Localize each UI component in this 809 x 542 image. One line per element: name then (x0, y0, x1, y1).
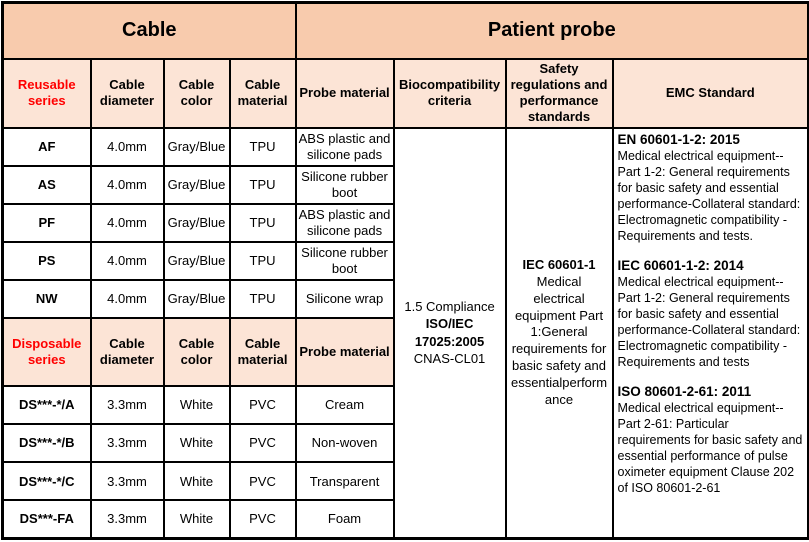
probe-material-cell: Foam (296, 500, 394, 538)
series-cell: AS (3, 166, 91, 204)
material-cell: PVC (230, 424, 296, 462)
diameter-cell: 3.3mm (91, 500, 164, 538)
reusable-header-row (3, 59, 809, 128)
col-header-cable-color: Cable color (164, 59, 230, 128)
biocompatibility-cell (394, 128, 506, 539)
material-cell: TPU (230, 204, 296, 242)
bio-line-4: CNAS-CL01 (413, 351, 486, 367)
col-header-emc-standard: EMC Standard (613, 59, 809, 128)
color-cell: Gray/Blue (164, 128, 230, 166)
material-cell: TPU (230, 280, 296, 318)
col-header-disposable-series: Disposable series (3, 318, 91, 386)
series-cell: PS (3, 242, 91, 280)
section-header-cable: Cable (3, 3, 296, 59)
col-header-cable-diameter: Cable diameter (91, 318, 164, 386)
safety-standards-cell (506, 128, 613, 539)
probe-material-cell: Cream (296, 386, 394, 424)
emc-block-title: ISO 80601-2-61: 2011 (617, 383, 752, 399)
series-cell: AF (3, 128, 91, 166)
series-cell: DS***-*/C (3, 462, 91, 500)
bio-line-3: 17025:2005 (414, 333, 485, 349)
col-header-cable-material: Cable material (230, 318, 296, 386)
color-cell: Gray/Blue (164, 166, 230, 204)
probe-material-cell: Transparent (296, 462, 394, 500)
col-header-reusable-series: Reusable series (3, 59, 91, 128)
diameter-cell: 4.0mm (91, 128, 164, 166)
material-cell: TPU (230, 242, 296, 280)
emc-block-body: Medical electrical equipment--Part 1-2: General requirements for basic safety and essential performance-Collateral standard: Electromagnetic compatibility - Requirements and tests (617, 274, 801, 369)
material-cell: PVC (230, 500, 296, 538)
probe-material-cell: Silicone rubber boot (296, 242, 394, 280)
probe-material-cell: Non-woven (296, 424, 394, 462)
diameter-cell: 4.0mm (91, 242, 164, 280)
series-cell: DS***-FA (3, 500, 91, 538)
series-cell: PF (3, 204, 91, 242)
color-cell: Gray/Blue (164, 204, 230, 242)
probe-cable-spec-table (1, 1, 809, 540)
probe-material-cell: ABS plastic and silicone pads (296, 128, 394, 166)
diameter-cell: 3.3mm (91, 462, 164, 500)
safety-body: Medical electrical equipment Part 1:General requirements for basic safety and essentialperformance (510, 273, 608, 407)
col-header-probe-material: Probe material (296, 59, 394, 128)
probe-material-cell: ABS plastic and silicone pads (296, 204, 394, 242)
color-cell: White (164, 424, 230, 462)
col-header-cable-color: Cable color (164, 318, 230, 386)
emc-block-title: IEC 60601-1-2: 2014 (617, 257, 744, 273)
material-cell: PVC (230, 462, 296, 500)
col-header-probe-material: Probe material (296, 318, 394, 386)
emc-block-title: EN 60601-1-2: 2015 (617, 131, 740, 147)
color-cell: White (164, 386, 230, 424)
emc-block-iec60601 (618, 258, 804, 370)
section-header-row (3, 3, 809, 59)
series-cell: NW (3, 280, 91, 318)
color-cell: White (164, 462, 230, 500)
diameter-cell: 4.0mm (91, 166, 164, 204)
diameter-cell: 4.0mm (91, 280, 164, 318)
col-header-safety-standards: Safety regulations and performance standards (506, 59, 613, 128)
diameter-cell: 3.3mm (91, 386, 164, 424)
safety-title: IEC 60601-1 (522, 256, 596, 272)
col-header-cable-material: Cable material (230, 59, 296, 128)
section-header-patient-probe: Patient probe (296, 3, 809, 59)
series-cell: DS***-*/A (3, 386, 91, 424)
emc-block-iso80601 (618, 384, 804, 496)
emc-standard-cell (613, 128, 809, 539)
probe-material-cell: Silicone rubber boot (296, 166, 394, 204)
color-cell: Gray/Blue (164, 280, 230, 318)
col-header-cable-diameter: Cable diameter (91, 59, 164, 128)
probe-material-cell: Silicone wrap (296, 280, 394, 318)
emc-block-en60601 (618, 132, 804, 244)
emc-block-body: Medical electrical equipment--Part 1-2: General requirements for basic safety and essential performance-Collateral standard: Electromagnetic compatibility - Requirements and tests. (617, 148, 801, 243)
series-cell: DS***-*/B (3, 424, 91, 462)
material-cell: TPU (230, 166, 296, 204)
bio-line-1: 1.5 Compliance (404, 298, 495, 314)
col-header-biocompatibility: Biocompatibility criteria (394, 59, 506, 128)
color-cell: Gray/Blue (164, 242, 230, 280)
material-cell: PVC (230, 386, 296, 424)
emc-block-body: Medical electrical equipment--Part 2-61: Particular requirements for basic safety and essential performance of pulse oximeter equipment Clause 202 of ISO 80601-2-61 (617, 400, 803, 495)
diameter-cell: 4.0mm (91, 204, 164, 242)
material-cell: TPU (230, 128, 296, 166)
color-cell: White (164, 500, 230, 538)
bio-line-2: ISO/IEC (425, 316, 474, 332)
diameter-cell: 3.3mm (91, 424, 164, 462)
table-row-af (3, 128, 809, 166)
